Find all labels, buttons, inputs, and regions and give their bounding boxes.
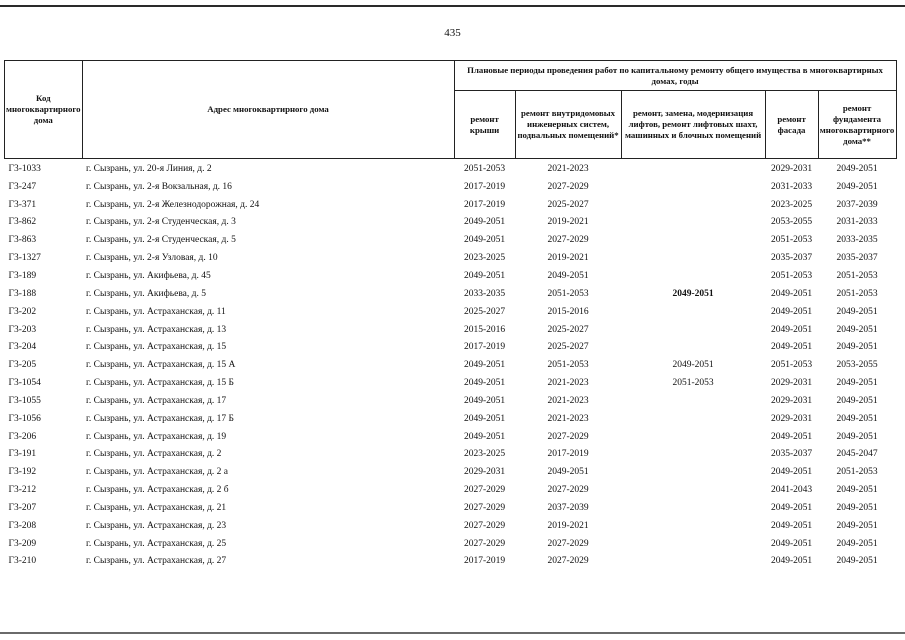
cell-roof: 2049-2051 [463, 413, 506, 424]
cell-elevators [621, 392, 765, 410]
table-row [5, 303, 897, 321]
cell-facade: 2029-2031 [770, 395, 813, 406]
cell-facade: 2029-2031 [770, 378, 813, 389]
table-row [5, 535, 897, 553]
cell-foundation: 2049-2051 [836, 502, 878, 513]
cell-roof: 2015-2016 [463, 324, 506, 335]
cell-code: Г3-1055 [8, 395, 41, 406]
cell-systems: 2027-2029 [547, 538, 589, 549]
table-row [5, 446, 897, 464]
cell-elevators [621, 231, 765, 249]
cell-foundation: 2049-2051 [836, 306, 878, 317]
cell-systems: 2049-2051 [547, 270, 589, 281]
cell-code: Г3-210 [8, 556, 37, 567]
header-periods: Плановые периоды проведения работ по капитальному ремонту общего имущества в многоквартирных домах, годы [454, 61, 896, 91]
header-code: Код многоквартирного дома [5, 61, 83, 159]
cell-elevators [621, 535, 765, 553]
cell-systems: 2049-2051 [547, 467, 589, 478]
cell-code: Г3-1033 [8, 163, 41, 174]
cell-address: г. Сызрань, ул. 2-я Студенческая, д. 3 [86, 217, 236, 228]
cell-foundation: 2031-2033 [836, 217, 878, 228]
cell-code: Г3-205 [8, 360, 37, 371]
cell-address: г. Сызрань, ул. Астраханская, д. 27 [86, 556, 227, 567]
header-facade: ремонт фасада [765, 91, 818, 159]
cell-elevators [621, 214, 765, 232]
cell-address: г. Сызрань, ул. Астраханская, д. 15 А [86, 360, 236, 371]
capital-repair-table [4, 60, 897, 570]
cell-facade: 2051-2053 [770, 360, 813, 371]
table-row [5, 553, 897, 571]
cell-address: г. Сызрань, ул. Акифьева, д. 5 [86, 288, 206, 299]
cell-code: Г3-1327 [8, 253, 41, 264]
header-foundation: ремонт фундамента многоквартирного дома** [818, 91, 896, 159]
cell-roof: 2029-2031 [463, 467, 506, 478]
table-row [5, 338, 897, 356]
table-row [5, 214, 897, 232]
cell-facade: 2041-2043 [770, 485, 813, 496]
cell-foundation: 2049-2051 [836, 485, 878, 496]
cell-elevators: 2051-2053 [672, 378, 714, 389]
cell-foundation: 2035-2037 [836, 253, 878, 264]
cell-address: г. Сызрань, ул. Астраханская, д. 17 Б [86, 413, 234, 424]
cell-facade: 2049-2051 [770, 538, 813, 549]
cell-systems: 2051-2053 [547, 288, 589, 299]
cell-facade: 2049-2051 [770, 431, 813, 442]
cell-facade: 2051-2053 [770, 270, 813, 281]
cell-elevators [621, 178, 765, 196]
cell-elevators: 2049-2051 [672, 360, 714, 371]
cell-elevators [621, 303, 765, 321]
cell-elevators [621, 463, 765, 481]
table-row [5, 356, 897, 374]
cell-systems: 2027-2029 [547, 485, 589, 496]
cell-address: г. Сызрань, ул. Астраханская, д. 2 б [86, 485, 229, 496]
cell-elevators [621, 321, 765, 339]
cell-elevators [621, 481, 765, 499]
cell-facade: 2031-2033 [770, 181, 813, 192]
cell-elevators: 2049-2051 [672, 288, 714, 299]
cell-address: г. Сызрань, ул. Астраханская, д. 15 Б [86, 378, 234, 389]
header-address: Адрес многоквартирного дома [82, 61, 454, 159]
cell-elevators [621, 446, 765, 464]
cell-roof: 2025-2027 [463, 306, 506, 317]
cell-foundation: 2053-2055 [836, 360, 878, 371]
cell-foundation: 2049-2051 [836, 181, 878, 192]
table-row [5, 178, 897, 196]
cell-foundation: 2033-2035 [836, 235, 878, 246]
cell-roof: 2017-2019 [463, 181, 506, 192]
cell-code: Г3-192 [8, 467, 37, 478]
header-systems: ремонт внутридомовых инженерных систем, подвальных помещений* [515, 91, 621, 159]
cell-systems: 2019-2021 [547, 520, 589, 531]
cell-address: г. Сызрань, ул. 2-я Железнодорожная, д. 24 [86, 199, 260, 210]
cell-roof: 2027-2029 [463, 538, 506, 549]
cell-code: Г3-862 [8, 217, 37, 228]
cell-foundation: 2045-2047 [836, 449, 878, 460]
cell-elevators [621, 267, 765, 285]
cell-systems: 2021-2023 [547, 378, 589, 389]
cell-elevators [621, 499, 765, 517]
cell-roof: 2027-2029 [463, 520, 506, 531]
cell-facade: 2029-2031 [770, 163, 813, 174]
cell-facade: 2049-2051 [770, 342, 813, 353]
table-row [5, 499, 897, 517]
cell-facade: 2035-2037 [770, 449, 813, 460]
cell-code: Г3-188 [8, 288, 37, 299]
cell-address: г. Сызрань, ул. Астраханская, д. 2 [86, 449, 222, 460]
cell-systems: 2037-2039 [547, 502, 589, 513]
table-row [5, 428, 897, 446]
cell-foundation: 2037-2039 [836, 199, 878, 210]
cell-facade: 2051-2053 [770, 235, 813, 246]
cell-systems: 2027-2029 [547, 431, 589, 442]
page-number: 435 [444, 27, 461, 39]
top-border-line [0, 5, 905, 7]
cell-foundation: 2049-2051 [836, 324, 878, 335]
cell-foundation: 2049-2051 [836, 395, 878, 406]
table-body [5, 159, 897, 571]
cell-address: г. Сызрань, ул. Акифьева, д. 45 [86, 270, 211, 281]
cell-code: Г3-202 [8, 306, 37, 317]
cell-roof: 2017-2019 [463, 556, 506, 567]
cell-systems: 2017-2019 [547, 449, 589, 460]
cell-address: г. Сызрань, ул. 20-я Линия, д. 2 [86, 163, 212, 174]
cell-code: Г3-209 [8, 538, 37, 549]
cell-address: г. Сызрань, ул. Астраханская, д. 17 [86, 395, 227, 406]
cell-systems: 2051-2053 [547, 360, 589, 371]
cell-address: г. Сызрань, ул. 2-я Узловая, д. 10 [86, 253, 218, 264]
cell-facade: 2049-2051 [770, 556, 813, 567]
table-row [5, 517, 897, 535]
cell-code: Г3-1054 [8, 378, 41, 389]
table-row [5, 231, 897, 249]
cell-systems: 2019-2021 [547, 253, 589, 264]
cell-code: Г3-203 [8, 324, 37, 335]
cell-facade: 2053-2055 [770, 217, 813, 228]
cell-address: г. Сызрань, ул. 2-я Вокзальная, д. 16 [86, 181, 232, 192]
cell-facade: 2049-2051 [770, 502, 813, 513]
table-row [5, 196, 897, 214]
cell-code: Г3-206 [8, 431, 37, 442]
cell-elevators [621, 410, 765, 428]
cell-foundation: 2049-2051 [836, 378, 878, 389]
cell-foundation: 2049-2051 [836, 431, 878, 442]
table-row [5, 374, 897, 392]
table-row [5, 321, 897, 339]
cell-facade: 2049-2051 [770, 306, 813, 317]
cell-address: г. Сызрань, ул. Астраханская, д. 13 [86, 324, 227, 335]
cell-code: Г3-863 [8, 235, 37, 246]
cell-foundation: 2049-2051 [836, 556, 878, 567]
cell-roof: 2049-2051 [463, 395, 506, 406]
table-row [5, 463, 897, 481]
cell-systems: 2025-2027 [547, 342, 589, 353]
table-row [5, 410, 897, 428]
cell-foundation: 2051-2053 [836, 288, 878, 299]
table-row [5, 285, 897, 303]
cell-code: Г3-204 [8, 342, 37, 353]
cell-roof: 2033-2035 [463, 288, 506, 299]
cell-roof: 2049-2051 [463, 431, 506, 442]
cell-facade: 2049-2051 [770, 288, 813, 299]
cell-elevators [621, 553, 765, 571]
table-row [5, 392, 897, 410]
cell-foundation: 2051-2053 [836, 467, 878, 478]
cell-code: Г3-189 [8, 270, 37, 281]
cell-elevators [621, 159, 765, 178]
cell-code: Г3-212 [8, 485, 37, 496]
table-row [5, 481, 897, 499]
cell-foundation: 2049-2051 [836, 342, 878, 353]
cell-facade: 2049-2051 [770, 467, 813, 478]
cell-roof: 2027-2029 [463, 502, 506, 513]
cell-foundation: 2051-2053 [836, 270, 878, 281]
cell-code: Г3-207 [8, 502, 37, 513]
cell-systems: 2025-2027 [547, 199, 589, 210]
cell-address: г. Сызрань, ул. Астраханская, д. 23 [86, 520, 227, 531]
cell-address: г. Сызрань, ул. Астраханская, д. 25 [86, 538, 227, 549]
cell-roof: 2049-2051 [463, 360, 506, 371]
cell-systems: 2019-2021 [547, 217, 589, 228]
cell-roof: 2027-2029 [463, 485, 506, 496]
cell-roof: 2049-2051 [463, 378, 506, 389]
cell-roof: 2023-2025 [463, 449, 506, 460]
table-row [5, 267, 897, 285]
cell-foundation: 2049-2051 [836, 163, 878, 174]
cell-address: г. Сызрань, ул. Астраханская, д. 21 [86, 502, 227, 513]
cell-address: г. Сызрань, ул. Астраханская, д. 15 [86, 342, 227, 353]
cell-roof: 2049-2051 [463, 217, 506, 228]
cell-roof: 2049-2051 [463, 270, 506, 281]
table-row [5, 249, 897, 267]
cell-foundation: 2049-2051 [836, 538, 878, 549]
cell-systems: 2021-2023 [547, 413, 589, 424]
cell-roof: 2051-2053 [463, 163, 506, 174]
cell-facade: 2049-2051 [770, 520, 813, 531]
cell-address: г. Сызрань, ул. Астраханская, д. 19 [86, 431, 227, 442]
cell-roof: 2017-2019 [463, 199, 506, 210]
cell-facade: 2049-2051 [770, 324, 813, 335]
cell-foundation: 2049-2051 [836, 520, 878, 531]
cell-elevators [621, 428, 765, 446]
cell-systems: 2027-2029 [547, 181, 589, 192]
header-elevators: ремонт, замена, модернизация лифтов, ремонт лифтовых шахт, машинных и блочных помещений [621, 91, 765, 159]
cell-systems: 2021-2023 [547, 395, 589, 406]
cell-systems: 2021-2023 [547, 163, 589, 174]
cell-facade: 2023-2025 [770, 199, 813, 210]
cell-facade: 2029-2031 [770, 413, 813, 424]
cell-elevators [621, 517, 765, 535]
cell-systems: 2027-2029 [547, 235, 589, 246]
table-row [5, 159, 897, 178]
cell-roof: 2017-2019 [463, 342, 506, 353]
cell-systems: 2027-2029 [547, 556, 589, 567]
cell-address: г. Сызрань, ул. Астраханская, д. 11 [86, 306, 226, 317]
cell-code: Г3-1056 [8, 413, 41, 424]
header-roof: ремонт крыши [454, 91, 515, 159]
cell-roof: 2023-2025 [463, 253, 506, 264]
bottom-border-line [0, 632, 905, 634]
cell-code: Г3-208 [8, 520, 37, 531]
cell-elevators [621, 196, 765, 214]
cell-address: г. Сызрань, ул. 2-я Студенческая, д. 5 [86, 235, 236, 246]
cell-code: Г3-371 [8, 199, 37, 210]
cell-systems: 2015-2016 [547, 306, 589, 317]
cell-facade: 2035-2037 [770, 253, 813, 264]
cell-roof: 2049-2051 [463, 235, 506, 246]
cell-elevators [621, 338, 765, 356]
cell-foundation: 2049-2051 [836, 413, 878, 424]
cell-address: г. Сызрань, ул. Астраханская, д. 2 а [86, 467, 228, 478]
cell-systems: 2025-2027 [547, 324, 589, 335]
cell-code: Г3-191 [8, 449, 37, 460]
cell-code: Г3-247 [8, 181, 37, 192]
cell-elevators [621, 249, 765, 267]
